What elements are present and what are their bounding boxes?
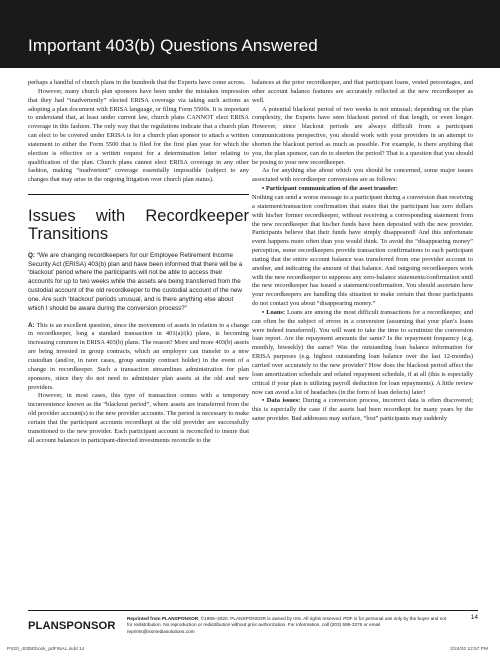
page-number: 14 (470, 614, 478, 621)
bullet-data-issues (252, 397, 473, 424)
bullet-lead: • Loans: (262, 308, 286, 316)
section-title: Issues with Recordkeeper Transitions (28, 206, 249, 243)
answer-text: This is an excellent question, since the movement of assets in relation to a change in recordkeeper, long a standard transaction in 401(a)/(k) plans, is becoming increasing common in ERISA 403(b) plans. The reason? More and more 403(b) assets are being invested in group contracts, which an employer can transfer to a new custodian (and/or, in rarer cases, group annuity contract holder) in the event of a change in recordkeeper. Such a transaction streamlines administration for plan sponsors, since they do not need to administer plan assets at the old and new providers. (28, 321, 249, 391)
paragraph: As for anything else about which you should be concerned, some major issues associated with recordkeeper conversions are as follows: (252, 167, 473, 184)
page-footer (28, 610, 478, 640)
bullet-text: During a conversion process, incorrect data is often discovered; this is especially the case if the assets had been recordkept for many years by the same provider. Bad addresses may surface, “lost” participants may suddenly (252, 397, 473, 423)
paragraph: However, in most cases, this type of transaction comes with a temporary inconvenience known as the “blackout period”, where assets are transferred from the old provider account(s) to the new provider accounts. The period is necessary to make certain that the participant accounts recordkept at the old provider are successfully transitioned to the new provider. Each participant account is reconciled to insure that all account balances in participant-directed investments reconcile to the (28, 392, 249, 444)
paragraph: However, many church plan sponsors have been under the mistaken impression that they had “inadvertently” elected ERISA coverage via taking such actions as adopting a plan document with ERISA language, or filing Form 5500s. It is important to understand that, at least under current law, church plans CANNOT elect ERISA coverage in this fashion. The only way that the regulations indicate that a church plan can elect to be covered under ERISA is for a church plan sponsor to attach a written statement to either the Form 5500 that is filed for the first plan year for which the election is effective or a written request for a determination letter relating to qualification of the plan. Church plans cannot elect ERISA coverage in any other fashion, making “inadvertent” coverage essentially impossible (subject to any changes that may arise in the ongoing litigation over church plan status). (28, 87, 249, 184)
paragraph: perhaps a handful of church plans in the hundreds that the Experts have come across. (28, 79, 246, 86)
bullet-lead: • Participant communication of the asset transfer: (262, 185, 399, 193)
timestamp-slug: 2/24/20 12:57 PM (450, 647, 488, 652)
bullet-text: Nothing can send a worse message to a participant during a conversion than receiving a statement/transaction confirmation that states that the participant has zero dollars with his/her former recordkeeper, without receiving a corresponding statement from the new recordkeeper that his/her funds have been deposited with the new provider. Participants believe that their funds have simply disappeared! And this unfortunate event happens more often than you would think. To avoid the “disappearing money” perception, some recordkeepers provide transaction confirmations to each participant stating that the entire account balance was transferred from one provider account to another, and indicating the amount of that balance. And outgoing recordkeepers work with the new recordkeeper to suppress any zero-balance statements/confirmation until the new recordkeeper has issued a statement/confirmation. You should ascertain how your recordkeepers are handling this situation to make certain that those participants do not contact you about “disappearing money.” (252, 193, 473, 308)
paragraph: A potential blackout period of two weeks is not unusual; depending on the plan complexity, the Experts have seen blackout period of that length, or even longer. However, since blackout periods are always difficult from a participant communications perspective, you should work with your providers in an attempt to shorten the blackout period as much as possible. For example, is there anything that you, the plan sponsor, can do to shorten the period? That is a question that you should be posing to your new recordkeeper. (252, 105, 473, 166)
question-text: “We are changing recordkeepers for our Employee Retirement Income Security Act (ERISA) 403(b) plan and have been informed that there will be a ‘blackout’ period where the participants will not be able to access their accounts for up to two weeks while the assets are being transferred from the custodial account of the old recordkeeper to the custodial account of the new one. Are such ‘blackout’ periods unusual, and is there anything else about which I should be aware during the conversion process?” (28, 251, 243, 312)
reprint-text: , ©1989–2020. PLANSPONSOR is owned by ISS. All rights reserved. PDF is for personal use only by the buyer and not for redistribution. No reproduction or redistribution without prior authorization. For information, call (203) 595-3276 or email reprints@issmediasolutions.com (127, 616, 447, 634)
answer-label: A: (28, 321, 35, 329)
bullet-lead: • Data issues: (262, 397, 301, 405)
paragraph: balances at the prior recordkeeper, and that participant loans, vested percentages, and other account balance features are accurately reflected at the new recordkeeper as well. (252, 79, 473, 104)
answer-block (28, 322, 249, 393)
question-label: Q: (28, 251, 35, 259)
footer-divider (28, 610, 478, 611)
bullet-participant-communication (252, 185, 473, 309)
header-bar (0, 0, 500, 68)
file-slug: PS20_403bEbook_pdFINAL.indd 14 (7, 647, 85, 652)
page-title: Important 403(b) Questions Answered (28, 36, 318, 55)
bullet-text: Loans are among the most difficult transactions for a recordkeeper, and can often be the subject of errors in a conversion (assuming that your plan’s loans were indeed transferred). You will want to take the time to scrutinize the conversion loan report. Are the repayment amounts the same? Is the repayment frequency (e.g. monthly, biweekly) the same? Was the outstanding loan balance information for ERISA purposes (e.g. highest outstanding loan balance over the last 12-months) carried over accurately to the new provider? How does the blackout period affect the loan amortization schedule and related repayment schedule, if at all (this is especially critical if your plan is utilizing payroll deduction for loan repayments). A little review now can avoid a lot of headaches (in the form of loan defects) later! (252, 308, 473, 396)
plansponsor-logo: PLANSPONSOR (28, 620, 116, 632)
left-column (28, 79, 249, 445)
right-column (252, 79, 473, 424)
bullet-loans (252, 309, 473, 397)
section-divider (28, 194, 249, 195)
question-block (28, 252, 249, 314)
reprint-notice (127, 616, 447, 635)
reprint-lead: Reprinted from PLANSPONSOR (127, 616, 199, 621)
